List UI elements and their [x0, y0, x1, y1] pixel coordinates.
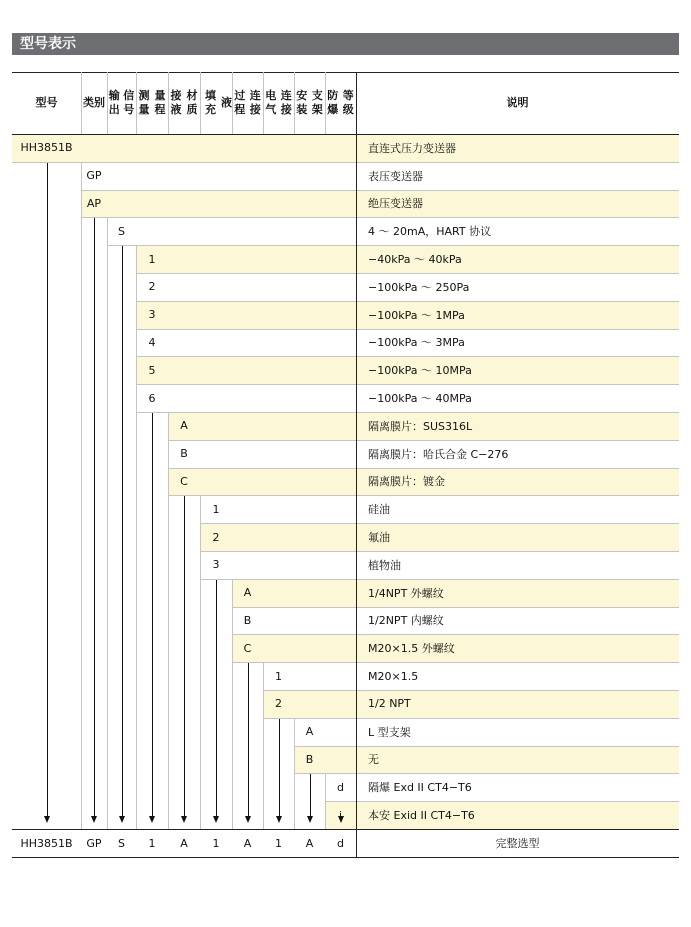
option-code: 5	[148, 363, 156, 377]
option-description: 植物油	[368, 558, 401, 572]
option-code: 6	[148, 391, 156, 405]
option-description: 1/4NPT 外螺纹	[368, 586, 444, 600]
option-description: 1/2 NPT	[368, 697, 411, 711]
column-header-text: 材质	[186, 89, 198, 116]
option-code: 1	[148, 252, 156, 266]
column-header-text: 安装	[296, 89, 308, 116]
arrow-down-icon	[181, 816, 187, 823]
arrow-down-icon	[307, 816, 313, 823]
option-description: 无	[368, 753, 379, 767]
option-description: 硅油	[368, 503, 390, 517]
option-description: −100kPa ～ 3MPa	[368, 336, 465, 350]
option-code: 3	[212, 558, 220, 572]
option-description: 绝压变送器	[368, 197, 423, 211]
option-description: 隔离膜片：哈氏合金 C−276	[368, 447, 509, 461]
column-header-text: 别	[94, 96, 105, 109]
footer-code: A	[180, 836, 188, 850]
option-description: 1/2NPT 内螺纹	[368, 614, 444, 628]
column-header-text: 输出	[108, 89, 120, 116]
option-description: −40kPa ～ 40kPa	[368, 253, 462, 267]
column-header-text: 防爆	[327, 89, 339, 116]
footer-code: A	[243, 836, 252, 850]
option-code: 4	[148, 335, 156, 349]
option-code: B	[180, 447, 188, 461]
option-code: C	[243, 641, 252, 655]
footer-code: d	[337, 836, 344, 850]
option-description: M20×1.5	[368, 669, 419, 683]
column-header-text: 电气	[265, 89, 277, 116]
arrow-down-icon	[149, 816, 155, 823]
option-description: 表压变送器	[368, 169, 423, 183]
section-title: 型号表示	[12, 33, 679, 55]
arrow-down-icon	[119, 816, 125, 823]
selection-arrow-line	[122, 246, 123, 816]
column-header-text: 填充	[205, 89, 216, 116]
option-code: A	[180, 419, 188, 433]
footer-code: S	[118, 836, 125, 850]
footer-code: A	[305, 836, 314, 850]
selection-arrow-line	[216, 580, 217, 816]
column-header-text: 支架	[311, 89, 323, 116]
column-header	[168, 74, 200, 132]
column-header-text: 连接	[280, 89, 292, 116]
model-selection-table	[12, 72, 679, 862]
column-header	[294, 74, 325, 132]
column-header-text: 类	[83, 96, 94, 109]
arrow-down-icon	[91, 816, 97, 823]
selection-arrow-line	[152, 413, 153, 816]
column-header-text: 等级	[342, 89, 354, 116]
column-header-text: 接液	[170, 89, 182, 116]
option-code: 2	[148, 280, 156, 294]
selection-arrow-line	[248, 663, 249, 816]
column-header-text: 过程	[234, 89, 246, 116]
arrow-down-icon	[44, 816, 50, 823]
column-header-text: 量程	[154, 89, 166, 116]
option-code: 1	[275, 669, 282, 683]
table-top-border	[12, 72, 679, 73]
option-code: C	[180, 474, 188, 488]
column-divider	[107, 217, 108, 829]
arrow-down-icon	[338, 816, 344, 823]
column-header	[232, 74, 263, 132]
footer-code: GP	[86, 836, 102, 850]
footer-code: HH3851B	[20, 836, 73, 850]
option-description: −100kPa ～ 250Pa	[368, 280, 470, 294]
option-description: 直连式压力变送器	[368, 141, 456, 155]
column-divider	[81, 162, 82, 829]
column-header-text: 说明	[506, 96, 529, 109]
option-code: 3	[148, 308, 156, 322]
arrow-down-icon	[276, 816, 282, 823]
footer-code: 1	[212, 836, 220, 850]
option-code: AP	[86, 196, 102, 210]
option-code: HH3851B	[20, 141, 73, 155]
option-code: GP	[86, 169, 102, 183]
option-code: B	[305, 752, 314, 766]
column-header-text: 信号	[123, 89, 135, 116]
selection-arrow-line	[279, 719, 280, 816]
column-header	[136, 74, 168, 132]
description-divider	[356, 134, 357, 857]
option-code: A	[305, 725, 314, 739]
table-bottom-border	[12, 857, 679, 858]
footer-code: 1	[148, 836, 156, 850]
column-header-text: 连接	[249, 89, 261, 116]
option-code: 2	[275, 697, 282, 711]
column-header	[263, 74, 294, 132]
arrow-down-icon	[213, 816, 219, 823]
option-description: −100kPa ～ 40MPa	[368, 392, 472, 406]
option-description: −100kPa ～ 10MPa	[368, 364, 472, 378]
option-description: 氟油	[368, 531, 390, 545]
option-code: i	[338, 808, 343, 822]
column-header	[81, 74, 107, 132]
option-code: d	[337, 780, 344, 794]
option-code: 1	[212, 502, 220, 516]
selection-arrow-line	[184, 496, 185, 816]
column-header	[325, 74, 356, 132]
column-header	[12, 74, 81, 132]
column-header	[356, 74, 679, 132]
selection-arrow-line	[94, 218, 95, 816]
selection-arrow-line	[310, 774, 311, 816]
column-header	[200, 74, 232, 132]
column-header-text: 测量	[138, 89, 150, 116]
option-description: 4 ～ 20mA，HART 协议	[368, 225, 492, 239]
option-description: M20×1.5 外螺纹	[368, 642, 455, 656]
option-code: 2	[212, 530, 220, 544]
option-description: L 型支架	[368, 725, 411, 739]
option-description: 隔离膜片：镀金	[368, 475, 445, 489]
column-header-text: 型号	[35, 96, 58, 109]
option-code: S	[118, 224, 125, 238]
arrow-down-icon	[245, 816, 251, 823]
option-description: 本安 Exid II CT4−T6	[368, 809, 475, 823]
option-description: 隔离膜片：SUS316L	[368, 419, 473, 433]
footer-description: 完整选型	[495, 837, 540, 850]
column-header	[107, 74, 136, 132]
column-header-text: 液	[221, 96, 232, 109]
option-code: B	[243, 613, 252, 627]
option-description: −100kPa ～ 1MPa	[368, 308, 465, 322]
option-description: 隔爆 Exd II CT4−T6	[368, 781, 472, 795]
option-code: A	[243, 586, 252, 600]
footer-code: 1	[275, 836, 282, 850]
selection-arrow-line	[47, 163, 48, 816]
